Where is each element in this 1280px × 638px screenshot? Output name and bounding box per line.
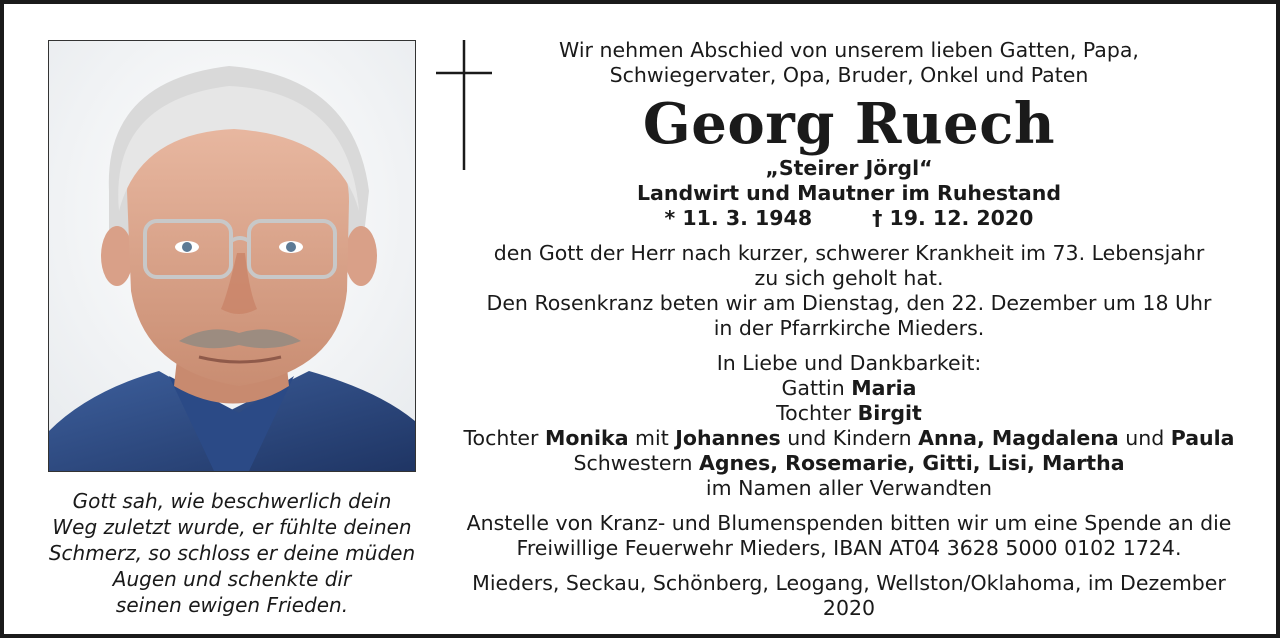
death-date: † 19. 12. 2020 bbox=[872, 206, 1034, 230]
donation-line: Freiwillige Feuerwehr Mieders, IBAN AT04 3628 5000 0102 1724. bbox=[516, 536, 1182, 560]
quote-line: Schmerz, so schloss er deine müden bbox=[48, 541, 416, 565]
deceased-name: Georg Ruech bbox=[642, 91, 1056, 157]
notice-line: den Gott der Herr nach kurzer, schwerer Krankheit im 73. Lebensjahr bbox=[493, 241, 1205, 265]
mourner-daughter-family: Tochter Monika mit Johannes und Kindern Anna, Magdalena und Paula bbox=[463, 426, 1235, 450]
mourner-relatives: im Namen aller Verwandten bbox=[705, 476, 993, 500]
quote-line: seinen ewigen Frieden. bbox=[115, 593, 349, 617]
notice-line: zu sich geholt hat. bbox=[754, 266, 944, 290]
portrait-photo bbox=[48, 40, 416, 472]
donation-line: Anstelle von Kranz- und Blumenspenden bitten wir um eine Spende an die bbox=[466, 511, 1232, 535]
notice-line: Den Rosenkranz beten wir am Dienstag, den 22. Dezember um 18 Uhr bbox=[486, 291, 1212, 315]
occupation: Landwirt und Mautner im Ruhestand bbox=[636, 181, 1062, 205]
mourner-wife: Gattin Maria bbox=[781, 376, 917, 400]
footer-places: Mieders, Seckau, Schönberg, Leogang, Wellston/Oklahoma, im Dezember 2020 bbox=[472, 571, 1226, 620]
intro-line: Wir nehmen Abschied von unserem lieben Gatten, Papa, bbox=[559, 38, 1139, 62]
nickname: „Steirer Jörgl“ bbox=[765, 156, 933, 180]
intro-line: Schwiegervater, Opa, Bruder, Onkel und Paten bbox=[609, 63, 1089, 87]
quote-line: Augen und schenkte dir bbox=[112, 567, 352, 591]
life-dates bbox=[444, 206, 1254, 231]
notice-line: in der Pfarrkirche Mieders. bbox=[713, 316, 985, 340]
portrait-icon bbox=[49, 41, 415, 471]
quote-line: Gott sah, wie beschwerlich dein bbox=[72, 489, 392, 513]
mourner-daughter: Tochter Birgit bbox=[776, 401, 922, 425]
mourners-heading: In Liebe und Dankbarkeit: bbox=[716, 351, 982, 375]
birth-date: * 11. 3. 1948 bbox=[664, 206, 813, 230]
obituary-text bbox=[444, 38, 1254, 621]
mourner-sisters: Schwestern Agnes, Rosemarie, Gitti, Lisi, Martha bbox=[573, 451, 1125, 475]
quote-line: Weg zuletzt wurde, er fühlte deinen bbox=[52, 515, 412, 539]
memorial-quote bbox=[34, 488, 430, 618]
